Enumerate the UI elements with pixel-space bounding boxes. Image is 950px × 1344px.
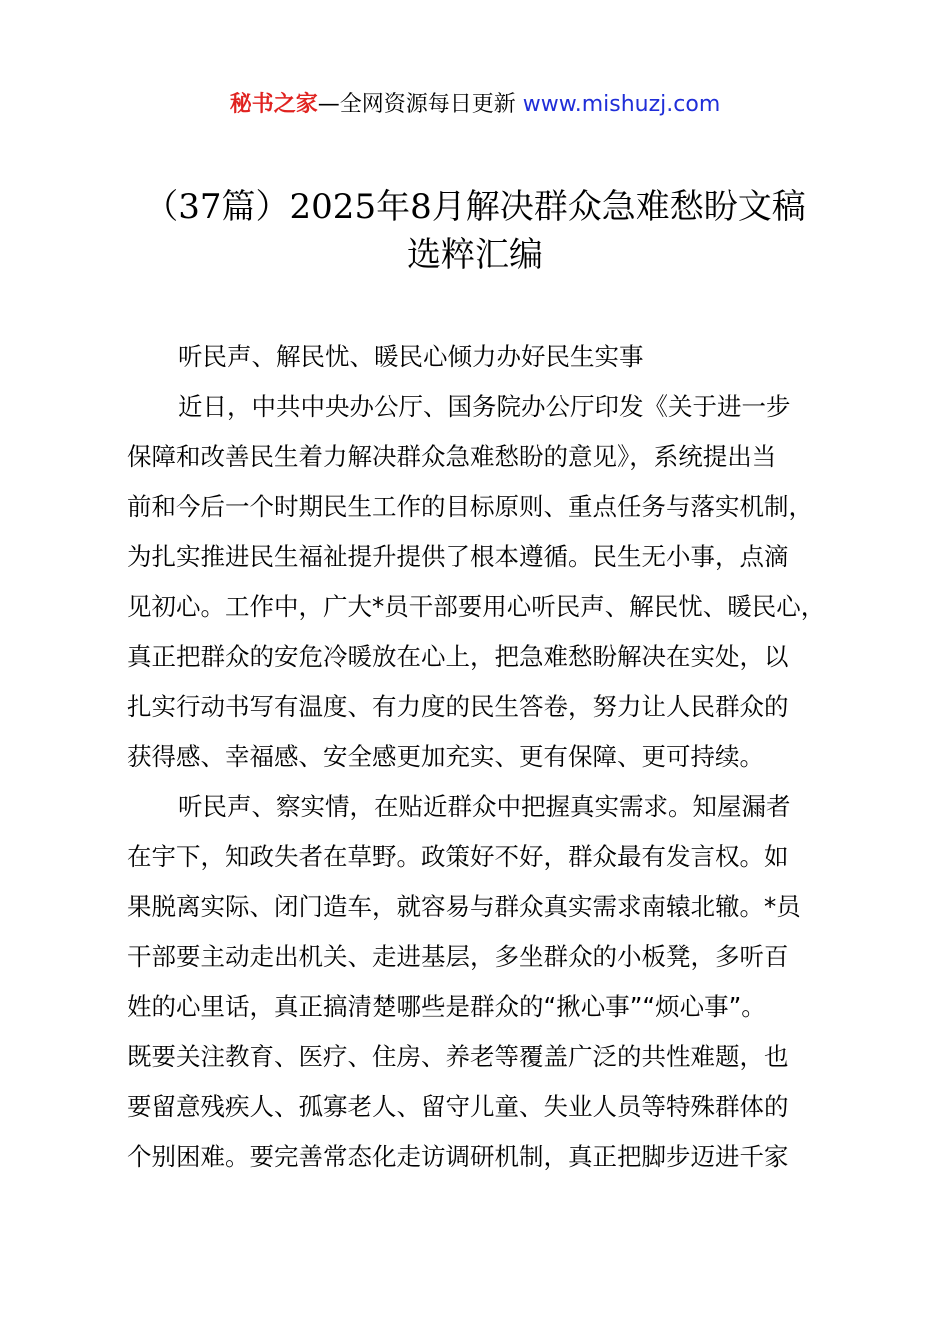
document-body bbox=[127, 332, 833, 1182]
body-line: 个别困难。要完善常态化走访调研机制，真正把脚步迈进千家 bbox=[127, 1142, 789, 1171]
title-line: 选粹汇编 bbox=[407, 235, 543, 275]
document-title bbox=[100, 183, 850, 279]
body-line: 扎实行动书写有温度、有力度的民生答卷，努力让人民群众的 bbox=[127, 692, 789, 721]
body-line: 近日，中共中央办公厅、国务院办公厅印发《关于进一步 bbox=[178, 392, 791, 421]
body-line: 要留意残疾人、孤寡老人、留守儿童、失业人员等特殊群体的 bbox=[127, 1092, 789, 1121]
body-line: 既要关注教育、医疗、住房、养老等覆盖广泛的共性难题，也 bbox=[127, 1042, 789, 1071]
site-tagline: —全网资源每日更新 bbox=[317, 92, 523, 117]
body-line: 见初心。工作中，广大*员干部要用心听民声、解民忧、暖民心， bbox=[127, 592, 826, 621]
body-line: 干部要主动走出机关、走进基层，多坐群众的小板凳，多听百 bbox=[127, 942, 789, 971]
body-line: 真正把群众的安危冷暖放在心上，把急难愁盼解决在实处，以 bbox=[127, 642, 789, 671]
body-line: 姓的心里话，真正搞清楚哪些是群众的“揪心事”“烦心事”。 bbox=[127, 992, 766, 1021]
body-line: 听民声、察实情，在贴近群众中把握真实需求。知屋漏者 bbox=[178, 792, 791, 821]
site-url[interactable]: www.mishuzj.com bbox=[522, 92, 721, 117]
body-line: 听民声、解民忧、暖民心倾力办好民生实事 bbox=[178, 342, 644, 371]
body-line: 保障和改善民生着力解决群众急难愁盼的意见》，系统提出当 bbox=[127, 442, 777, 471]
site-brand: 秘书之家 bbox=[229, 92, 318, 117]
body-line: 为扎实推进民生福祉提升提供了根本遵循。民生无小事，点滴 bbox=[127, 542, 789, 571]
body-line: 果脱离实际、闭门造车，就容易与群众真实需求南辕北辙。*员 bbox=[127, 892, 801, 921]
body-line: 获得感、幸福感、安全感更加充实、更有保障、更可持续。 bbox=[127, 742, 764, 771]
body-line: 前和今后一个时期民生工作的目标原则、重点任务与落实机制， bbox=[127, 492, 813, 521]
site-header bbox=[0, 88, 950, 122]
title-line: （37篇）2025年8月解决群众急难愁盼文稿 bbox=[144, 187, 806, 227]
body-line: 在宇下，知政失者在草野。政策好不好，群众最有发言权。如 bbox=[127, 842, 789, 871]
